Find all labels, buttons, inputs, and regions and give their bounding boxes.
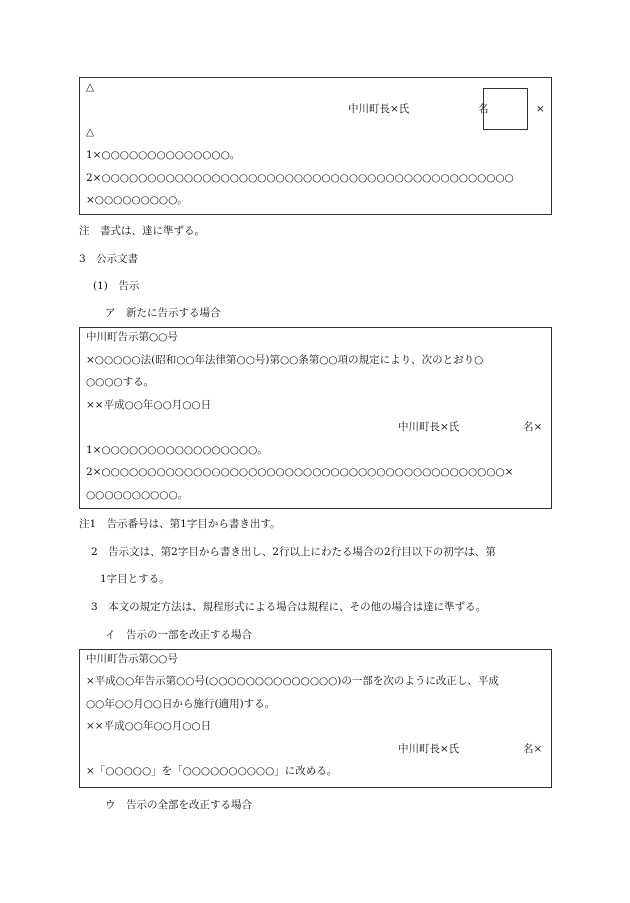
notice-body: ×平成○○年告示第○○号(○○○○○○○○○○○○○○)の一部を次のように改正し、平成: [86, 675, 499, 687]
notice-title: 中川町告示第○○号: [86, 331, 178, 343]
item-line: 1×○○○○○○○○○○○○○○。: [86, 149, 241, 161]
name-char: 名: [478, 103, 489, 115]
item-line: ×○○○○○○○○○。: [86, 194, 188, 206]
seal-box: [483, 88, 528, 130]
item-line: ○○○○○○○○○○。: [86, 489, 189, 501]
item-line: 1×○○○○○○○○○○○○○○○○○。: [86, 444, 268, 456]
note-text: 注1 告示番号は、第1字目から書き出す。: [79, 518, 281, 530]
notice-date: ××平成○○年○○月○○日: [86, 720, 212, 732]
notice-date: ××平成○○年○○月○○日: [86, 399, 212, 411]
subsection-heading: (1) 告示: [93, 280, 140, 292]
name-text: 名×: [523, 421, 543, 433]
triangle-mark: △: [86, 126, 95, 138]
triangle-mark: △: [86, 81, 95, 93]
case-heading: ア 新たに告示する場合: [105, 307, 221, 319]
notice-title: 中川町告示第○○号: [86, 653, 178, 665]
section-heading: 3 公示文書: [79, 253, 139, 265]
signer-text: 中川町長×氏: [398, 421, 460, 433]
name-text: 名×: [523, 743, 543, 755]
case-heading: イ 告示の一部を改正する場合: [105, 629, 252, 641]
case-heading: ウ 告示の全部を改正する場合: [105, 799, 252, 811]
notice-body: ○○○○する。: [86, 376, 155, 388]
signer-text: 中川町長×氏: [348, 103, 410, 115]
note-text: 1字目とする。: [100, 573, 170, 585]
item-line: 2×○○○○○○○○○○○○○○○○○○○○○○○○○○○○○○○○○○○○○○○○○○○○○: [86, 172, 514, 184]
item-line: 2×○○○○○○○○○○○○○○○○○○○○○○○○○○○○○○○○○○○○○○○○○○○○×: [86, 466, 514, 478]
note-text: 注 書式は、達に準ずる。: [79, 225, 205, 237]
amend-line: ×「○○○○○」を「○○○○○○○○○○」に改める。: [86, 765, 338, 777]
note-text: 2 告示文は、第2字目から書き出し、2行以上にわたる場合の2行目以下の初字は、第: [91, 546, 496, 558]
notice-body: ○○年○○月○○日から施行(適用)する。: [86, 698, 276, 710]
note-text: 3 本文の規定方法は、規程形式による場合は規程に、その他の場合は達に準ずる。: [91, 601, 487, 613]
signer-text: 中川町長×氏: [398, 743, 460, 755]
notice-body: ×○○○○○法(昭和○○年法律第○○号)第○○条第○○項の規定により、次のとおり○: [86, 354, 484, 366]
trailing-mark: ×: [536, 103, 545, 115]
